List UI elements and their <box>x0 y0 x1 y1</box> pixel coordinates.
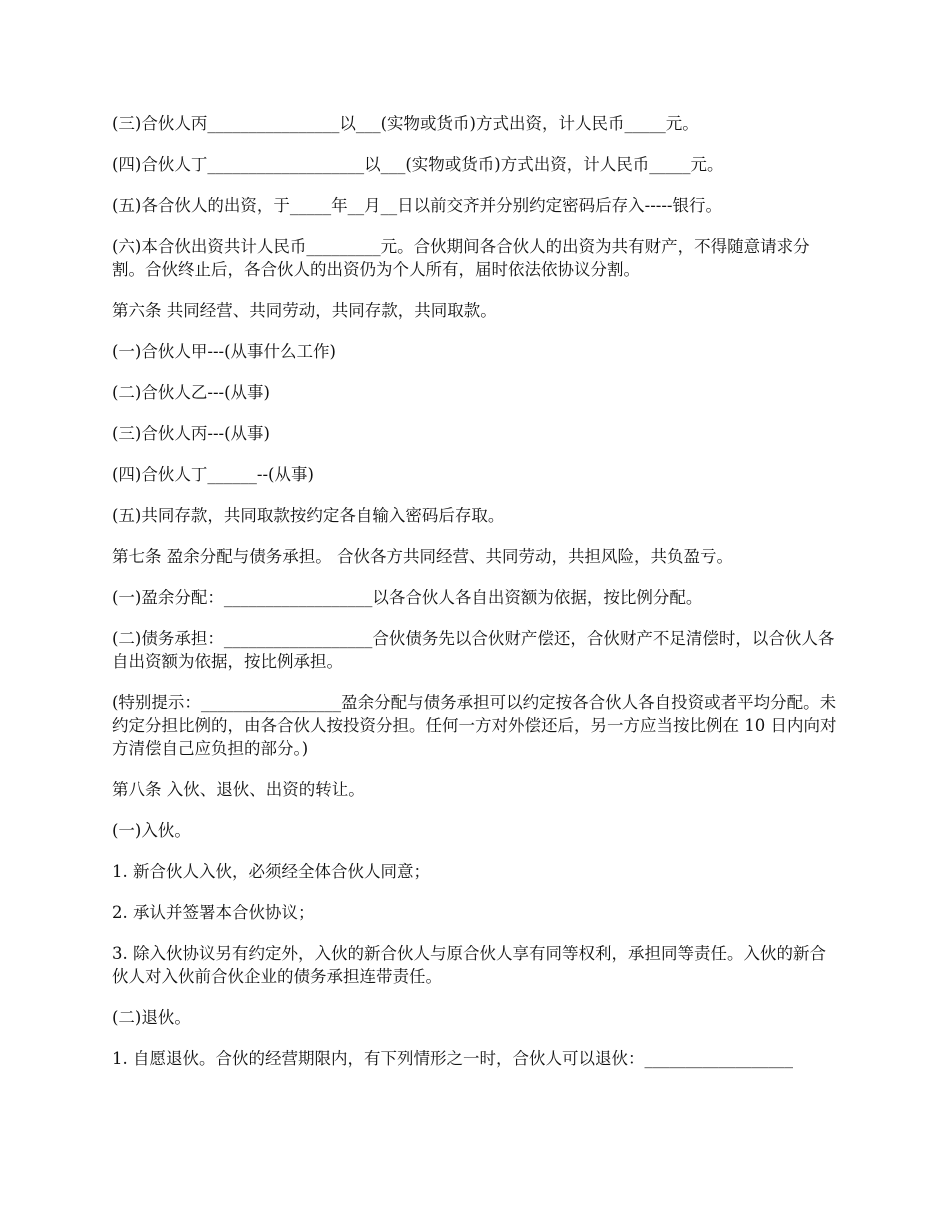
article-6-heading: 第六条 共同经营、共同劳动，共同存款，共同取款。 <box>112 301 497 320</box>
document-page <box>112 112 840 1088</box>
article-7-heading: 第七条 盈余分配与债务承担。 合伙各方共同经营、共同劳动，共担风险，共负盈亏。 <box>112 547 733 566</box>
section-withdrawal: (二)退伙。 <box>112 1008 191 1027</box>
clause-partner-d-work: (四)合伙人丁______--(从事) <box>112 465 314 484</box>
admission-item-1: 1. 新合伙人入伙，必须经全体合伙人同意； <box>112 862 430 881</box>
clause-partner-d-contribution: (四)合伙人丁___________________以___(实物或货币)方式出资，计人民币_____元。 <box>112 155 724 174</box>
clause-partner-c-contribution: (三)合伙人丙________________以___(实物或货币)方式出资，计人民币_____元。 <box>112 114 699 133</box>
clause-total-contribution: (六)本合伙出资共计人民币_________元。合伙期间各合伙人的出资为共有财产，不得随意请求分割。合伙终止后，各合伙人的出资仍为个人所有，届时依法依协议分割。 <box>112 237 810 279</box>
special-note: (特别提示：_________________盈余分配与债务承担可以约定按各合伙人各自投资或者平均分配。未约定分担比例的，由各合伙人按投资分担。任何一方对外偿还后，另一方应当按比例在 10 日内向对方清偿自己应负担的部分。) <box>112 693 837 758</box>
admission-item-2: 2. 承认并签署本合伙协议； <box>112 903 315 922</box>
withdrawal-item-1: 1. 自愿退伙。合伙的经营期限内，有下列情形之一时，合伙人可以退伙：__________________ <box>112 1049 793 1068</box>
clause-profit-distribution: (一)盈余分配：__________________以各合伙人各自出资额为依据，按比例分配。 <box>112 588 703 607</box>
clause-partner-c-work: (三)合伙人丙---(从事) <box>112 424 270 443</box>
article-8-heading: 第八条 入伙、退伙、出资的转让。 <box>112 780 365 799</box>
clause-joint-deposit: (五)共同存款，共同取款按约定各自输入密码后存取。 <box>112 506 505 525</box>
section-admission: (一)入伙。 <box>112 821 191 840</box>
clause-partner-a-work: (一)合伙人甲---(从事什么工作) <box>112 342 336 361</box>
admission-item-3: 3. 除入伙协议另有约定外，入伙的新合伙人与原合伙人享有同等权利，承担同等责任。入伙的新合伙人对入伙前合伙企业的债务承担连带责任。 <box>112 944 826 986</box>
clause-debt-bearing: (二)债务承担：__________________合伙债务先以合伙财产偿还，合伙财产不足清偿时，以合伙人各自出资额为依据，按比例承担。 <box>112 629 835 671</box>
clause-partner-b-work: (二)合伙人乙---(从事) <box>112 383 270 402</box>
clause-contribution-deadline: (五)各合伙人的出资，于_____年__月__日以前交齐并分别约定密码后存入-----银行。 <box>112 196 723 215</box>
